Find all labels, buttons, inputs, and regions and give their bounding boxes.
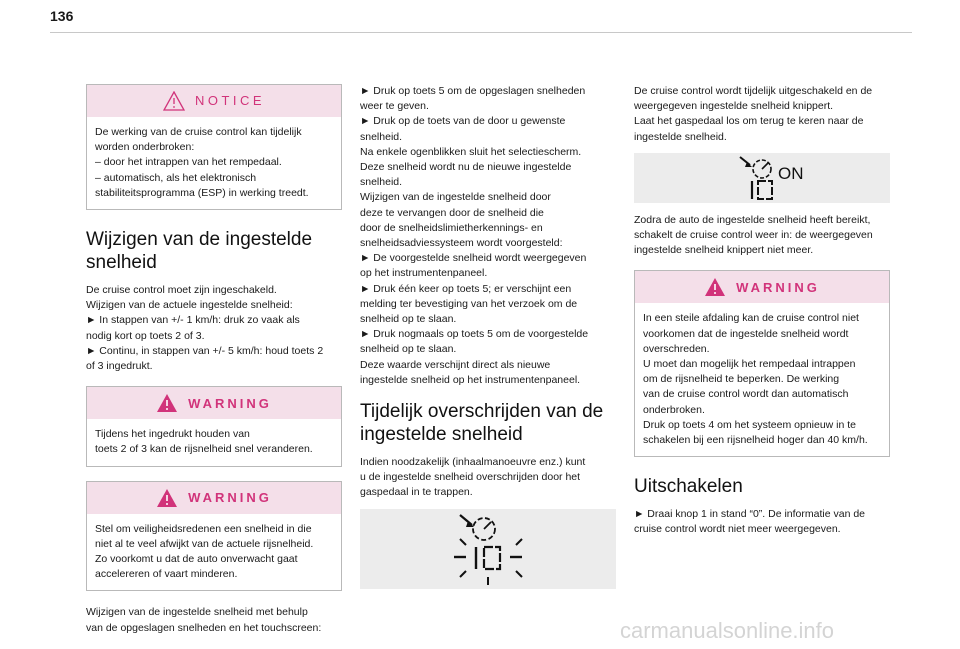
text-line: van de opgeslagen snelheden en het touchscreen: <box>86 621 322 634</box>
warning-triangle-icon <box>156 393 178 413</box>
text-line: De cruise control moet zijn ingeschakeld. <box>86 284 277 297</box>
warning-line: In een steile afdaling kan de cruise control niet <box>643 312 859 325</box>
text-line: Deze snelheid wordt nu de nieuwe ingestelde <box>360 161 572 174</box>
text-line: Laat het gaspedaal los om terug te keren naar de <box>634 115 864 128</box>
warning-header <box>87 482 341 514</box>
warning-line: van de cruise control wordt dan automatisch <box>643 388 849 401</box>
notice-header <box>87 85 341 117</box>
section-heading-wijzigen: Wijzigen van de ingestelde snelheid <box>86 229 313 274</box>
text-line: ► Druk op de toets van de door u gewenste <box>360 115 566 128</box>
text-line: ► Continu, in stappen van +/- 5 km/h: houd toets 2 <box>86 344 324 357</box>
page-number: 136 <box>50 8 74 24</box>
on-indicator-text: ON <box>778 163 804 183</box>
notice-line: stabiliteitsprogramma (ESP) in werking treedt. <box>95 186 309 199</box>
warning-box-2 <box>86 481 342 592</box>
notice-label: NOTICE <box>194 93 266 109</box>
instructions-paragraph <box>360 84 616 388</box>
warning-body <box>635 303 889 456</box>
column-1 <box>86 84 342 648</box>
text-line: ► Druk op toets 5 om de opgeslagen snelheden <box>360 85 586 97</box>
outro-paragraph <box>86 605 342 635</box>
warning-header <box>87 387 341 419</box>
text-line: De cruise control wordt tijdelijk uitgeschakeld en de <box>634 85 873 97</box>
text-line: op het instrumentenpaneel. <box>360 267 488 280</box>
cruise-control-blinking-icon <box>360 509 616 589</box>
warning-line: schakelen bij een rijsnelheid hoger dan 40 km/h. <box>643 434 868 447</box>
warning-label: WARNING <box>188 490 272 506</box>
notice-line: worden onderbroken: <box>95 141 195 154</box>
warning-box-3 <box>634 270 890 457</box>
notice-body <box>87 117 341 209</box>
text-line: Zodra de auto de ingestelde snelheid heeft bereikt, <box>634 213 871 226</box>
text-line: snelheid op te slaan. <box>360 343 457 356</box>
warning-line: toets 2 of 3 kan de rijsnelheid snel veranderen. <box>95 443 313 456</box>
reactivation-paragraph <box>634 213 890 259</box>
text-line: cruise control wordt niet meer weergegeven. <box>634 523 841 536</box>
top-divider <box>50 32 912 33</box>
warning-line: U moet dan mogelijk het rempedaal intrappen <box>643 358 856 371</box>
warning-triangle-icon <box>156 488 178 508</box>
cruise-control-on-icon <box>634 153 890 203</box>
warning-triangle-icon <box>704 277 726 297</box>
text-line: snelheid. <box>360 176 403 189</box>
text-line: ► Druk nogmaals op toets 5 om de voorgestelde <box>360 328 589 341</box>
uitschakelen-paragraph <box>634 507 890 537</box>
text-line: ► Draai knop 1 in stand “0”. De informatie van de <box>634 508 866 521</box>
text-line: Wijzigen van de actuele ingestelde snelheid: <box>86 299 293 312</box>
text-line: deze te vervangen door de snelheid die <box>360 206 544 219</box>
text-line: Indien noodzakelijk (inhaalmanoeuvre enz.) kunt <box>360 456 586 469</box>
notice-line: De werking van de cruise control kan tijdelijk <box>95 126 302 138</box>
text-line: ► Druk één keer op toets 5; er verschijnt een <box>360 282 572 295</box>
warning-line: Stel om veiligheidsredenen een snelheid in die <box>95 522 312 535</box>
warning-line: Tijdens het ingedrukt houden van <box>95 428 250 441</box>
text-line: snelheid. <box>360 130 403 143</box>
text-line: melding ter bevestiging van het verzoek om de <box>360 297 578 310</box>
column-3 <box>634 84 890 550</box>
warning-header <box>635 271 889 303</box>
watermark: carmanualsonline.info <box>620 618 835 643</box>
warning-line: accelereren of vaart minderen. <box>95 568 238 581</box>
text-line: of 3 ingedrukt. <box>86 360 153 373</box>
warning-label: WARNING <box>736 279 820 295</box>
text-line: gaspedaal in te trappen. <box>360 486 473 499</box>
warning-box-1 <box>86 386 342 466</box>
warning-triangle-icon <box>163 91 185 111</box>
warning-line: niet al te veel afwijkt van de actuele rijsnelheid. <box>95 537 314 550</box>
section-heading-overschrijden: Tijdelijk overschrijden van de ingestelde snelheid <box>360 401 604 446</box>
cruise-control-blinking-figure <box>360 509 616 589</box>
text-line: schakelt de cruise control weer in: de weergegeven <box>634 229 873 242</box>
notice-line: – door het intrappen van het rempedaal. <box>95 156 282 169</box>
text-line: ingestelde snelheid. <box>634 130 727 143</box>
text-line: Wijzigen van de ingestelde snelheid met behulp <box>86 606 308 619</box>
text-line: door de snelheidslimietherkennings- en <box>360 221 543 234</box>
notice-box <box>86 84 342 210</box>
text-line: Wijzigen van de ingestelde snelheid door <box>360 191 551 204</box>
overschrijden-paragraph <box>360 455 616 501</box>
text-line: nodig kort op toets 2 of 3. <box>86 329 205 342</box>
notice-line: – automatisch, als het elektronisch <box>95 171 257 184</box>
warning-line: onderbroken. <box>643 403 705 416</box>
warning-line: Druk op toets 4 om het systeem opnieuw in te <box>643 418 857 431</box>
text-line: snelheid op te slaan. <box>360 313 457 326</box>
text-line: snelheidsadviessysteem wordt voorgesteld: <box>360 237 563 250</box>
text-line: weer te geven. <box>360 100 429 113</box>
warning-body <box>87 514 341 591</box>
cruise-control-on-figure <box>634 153 890 203</box>
text-line: ingestelde snelheid knippert niet meer. <box>634 244 814 257</box>
text-line: Na enkele ogenblikken sluit het selectiescherm. <box>360 145 582 158</box>
deactivation-paragraph <box>634 84 890 145</box>
section-heading-uitschakelen: Uitschakelen <box>634 476 743 498</box>
intro-paragraph <box>86 283 342 374</box>
warning-line: om de rijsnelheid te beperken. De werking <box>643 373 840 386</box>
text-line: ingestelde snelheid op het instrumentenpaneel. <box>360 373 581 386</box>
warning-line: overschreden. <box>643 342 710 355</box>
text-line: Deze waarde verschijnt direct als nieuwe <box>360 358 551 371</box>
warning-label: WARNING <box>188 395 272 411</box>
text-line: ► In stappen van +/- 1 km/h: druk zo vaak als <box>86 314 300 327</box>
text-line: ► De voorgestelde snelheid wordt weergegeven <box>360 252 587 265</box>
warning-line: voorkomen dat de ingestelde snelheid wordt <box>643 327 849 340</box>
warning-line: Zo voorkomt u dat de auto onverwacht gaat <box>95 553 298 566</box>
column-2 <box>360 84 616 601</box>
text-line: u de ingestelde snelheid overschrijden door het <box>360 471 581 484</box>
warning-body <box>87 419 341 465</box>
text-line: weergegeven ingestelde snelheid knippert. <box>634 100 834 113</box>
